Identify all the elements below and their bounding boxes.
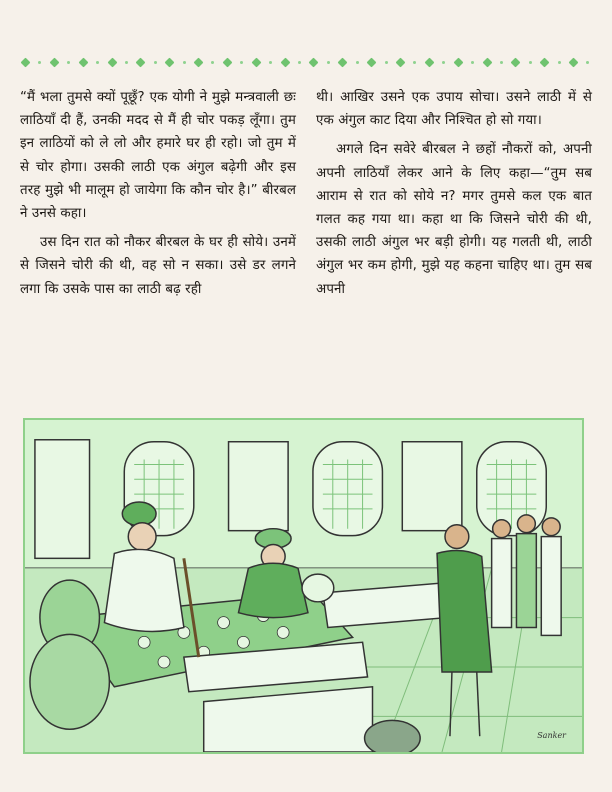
right-column <box>316 86 592 416</box>
paragraph: “मैं भला तुमसे क्यों पूछूँ? एक योगी ने मुझे मन्त्रवाली छः लाठियाँ दी हैं, उनकी मदद से मैं ही चोर पकड़ लूँगा। तुम इन लाठियों को ले लो और हमारे घर ही रहो। जो तुम में से चोर होगा। उसकी लाठी एक अंगुल बढ़ेगी और इस तरह मुझे भी मालूम हो जायेगा कि कौन चोर है।” बीरबल ने उनसे कहा। <box>20 90 296 222</box>
paragraph: उस दिन रात को नौकर बीरबल के घर ही सोये। उनमें से जिसने चोरी की थी, वह सो न सका। उसे डर लगने लगा कि उसके पास का लाठी बढ़ रही <box>20 235 296 297</box>
court-scene-drawing <box>25 420 582 752</box>
decorative-border <box>22 54 590 70</box>
left-column <box>20 86 296 416</box>
artist-signature: Sanker <box>537 731 566 740</box>
paragraph: थी। आखिर उसने एक उपाय सोचा। उसने लाठी में से एक अंगुल काट दिया और निश्चित हो सो गया। <box>316 90 592 129</box>
story-illustration <box>23 418 584 754</box>
text-columns <box>20 86 592 416</box>
paragraph: अगले दिन सवेरे बीरबल ने छहों नौकरों को, अपनी अपनी लाठियाँ लेकर आने के लिए कहा—“तुम सब आराम से रात को सोये न? मगर तुमसे कल एक बात गलत कह गया था। कहा था कि जिसने चोरी की थी, उसकी लाठी अंगुल भर बड़ी होगी। यह गलती थी, लाठी अंगुल भर कम होगी, मुझे यह कहना चाहिए था। तुम सब अपनी <box>316 142 592 297</box>
